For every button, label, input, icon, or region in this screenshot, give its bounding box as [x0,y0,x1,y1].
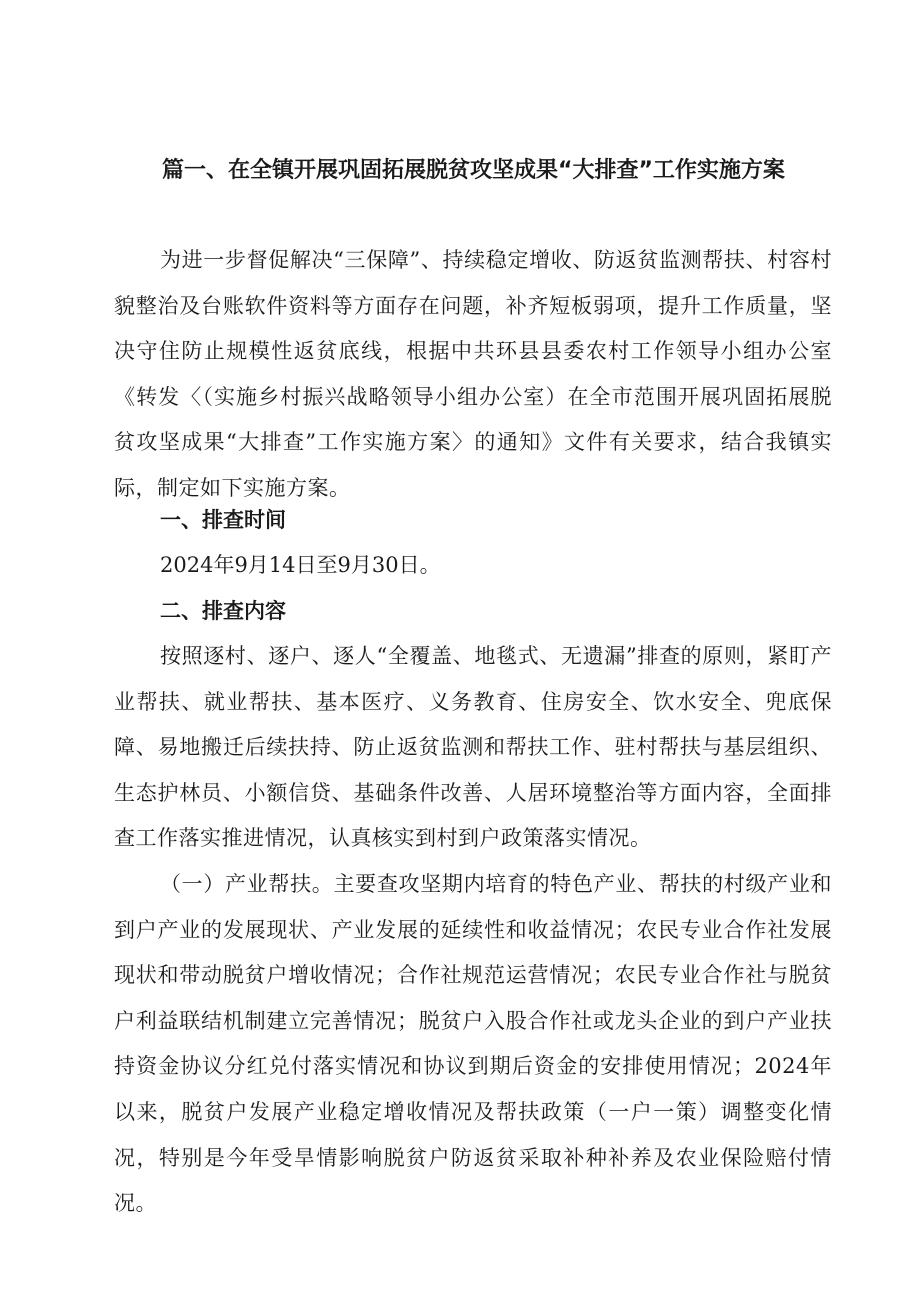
section-text-content: 按照逐村、逐户、逐人“全覆盖、地毯式、无遗漏”排查的原则，紧盯产业帮扶、就业帮扶、基本医疗、义务教育、住房安全、饮水安全、兜底保障、易地搬迁后续扶持、防止返贫监测和帮扶工作、驻村帮扶与基层组织、生态护林员、小额信贷、基础条件改善、人居环境整治等方面内容，全面排查工作落实推进情况，认真核实到村到户政策落实情况。 [114,644,832,851]
intro-paragraph: 为进一步督促解决“三保障”、持续稳定增收、防返贫监测帮扶、村容村貌整治及台账软件资料等方面存在问题，补齐短板弱项，提升工作质量，坚决守住防止规模性返贫底线，根据中共环县县委农村工作领导小组办公室《转发〈（实施乡村振兴战略领导小组办公室）在全市范围开展巩固拓展脱贫攻坚成果“大排查”工作实施方案〉的通知》文件有关要求，结合我镇实际，制定如下实施方案。 [114,248,832,500]
section-heading-time: 一、排查时间 [160,508,286,532]
document-title: 篇一、在全镇开展巩固拓展脱贫攻坚成果“大排查”工作实施方案 [162,158,785,183]
section-text-time: 2024年9月14日至9月30日。 [160,553,441,577]
item-industry-support: （一）产业帮扶。主要查攻坚期内培育的特色产业、帮扶的村级产业和到户产业的发展现状、产业发展的延续性和收益情况；农民专业合作社发展现状和带动脱贫户增收情况；合作社规范运营情况；农民专业合作社与脱贫户利益联结机制建立完善情况；脱贫户入股合作社或龙头企业的到户产业扶持资金协议分红兑付落实情况和协议到期后资金的安排使用情况；2024年以来，脱贫户发展产业稳定增收情况及帮扶政策（一户一策）调整变化情况，特别是今年受旱情影响脱贫户防返贫采取补种补养及农业保险赔付情况。 [114,872,832,1216]
section-heading-content: 二、排查内容 [160,599,286,623]
